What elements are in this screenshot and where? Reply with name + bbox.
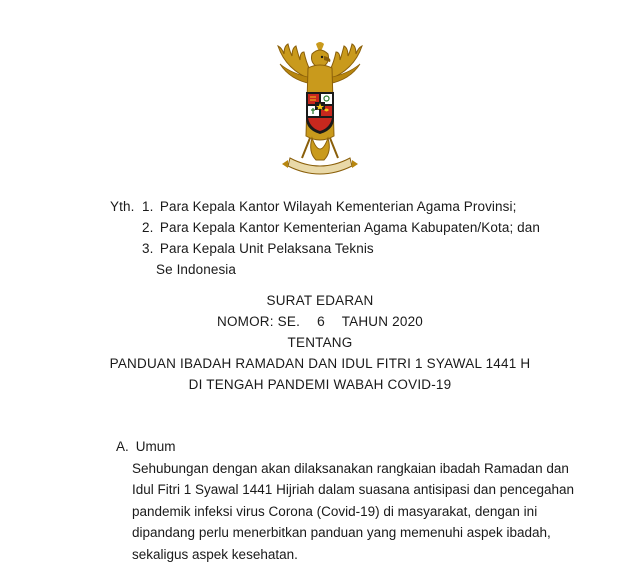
recipient-number: 3. <box>142 241 154 256</box>
recipient-text: Para Kepala Kantor Wilayah Kementerian Agama Provinsi; <box>159 199 517 214</box>
cut-off-text-fragment <box>116 561 226 567</box>
section-title <box>116 436 536 458</box>
section-a <box>116 436 575 565</box>
recipient-number: 1. <box>142 199 154 214</box>
document-number-line <box>0 311 640 332</box>
recipient-list <box>142 196 540 280</box>
salutation: Yth. <box>110 199 135 214</box>
nomor-prefix: NOMOR: SE. <box>217 314 301 329</box>
recipient-text: Para Kepala Unit Pelaksana Teknis <box>159 241 374 256</box>
document-title-line-2: DI TENGAH PANDEMI WABAH COVID-19 <box>188 377 452 392</box>
section-letter: A. <box>116 439 129 454</box>
garuda-pancasila-emblem-icon <box>272 40 368 180</box>
recipient-item <box>142 196 540 217</box>
nomor-value: 6 <box>316 313 325 329</box>
recipient-number: 2. <box>142 220 154 235</box>
recipient-scope: Se Indonesia <box>156 262 237 277</box>
recipient-item <box>142 217 540 238</box>
section-heading: Umum <box>135 439 176 454</box>
paragraph-line: Sehubungan dengan akan dilaksanakan rangkaian ibadah Ramadan dan <box>132 460 569 476</box>
paragraph-line: Idul Fitri 1 Syawal 1441 Hijriah dalam suasana antisipasi dan pencegahan <box>132 482 575 497</box>
recipient-item <box>142 238 540 259</box>
section-paragraph <box>132 458 575 566</box>
paragraph-line: pandemik infeksi virus Corona (Covid-19) di masyarakat, dengan ini <box>132 503 538 519</box>
recipient-text: Para Kepala Kantor Kementerian Agama Kabupaten/Kota; dan <box>159 220 540 235</box>
paragraph-line: dipandang perlu menerbitkan panduan yang memenuhi aspek ibadah, <box>132 525 551 540</box>
paragraph-line: sekaligus aspek kesehatan. <box>132 546 298 562</box>
nomor-suffix: TAHUN 2020 <box>341 314 423 329</box>
document-type: SURAT EDARAN <box>266 293 374 308</box>
about-label: TENTANG <box>287 335 353 350</box>
document-heading <box>0 290 640 395</box>
document-title-line-1: PANDUAN IBADAH RAMADAN DAN IDUL FITRI 1 SYAWAL 1441 H <box>109 356 531 371</box>
